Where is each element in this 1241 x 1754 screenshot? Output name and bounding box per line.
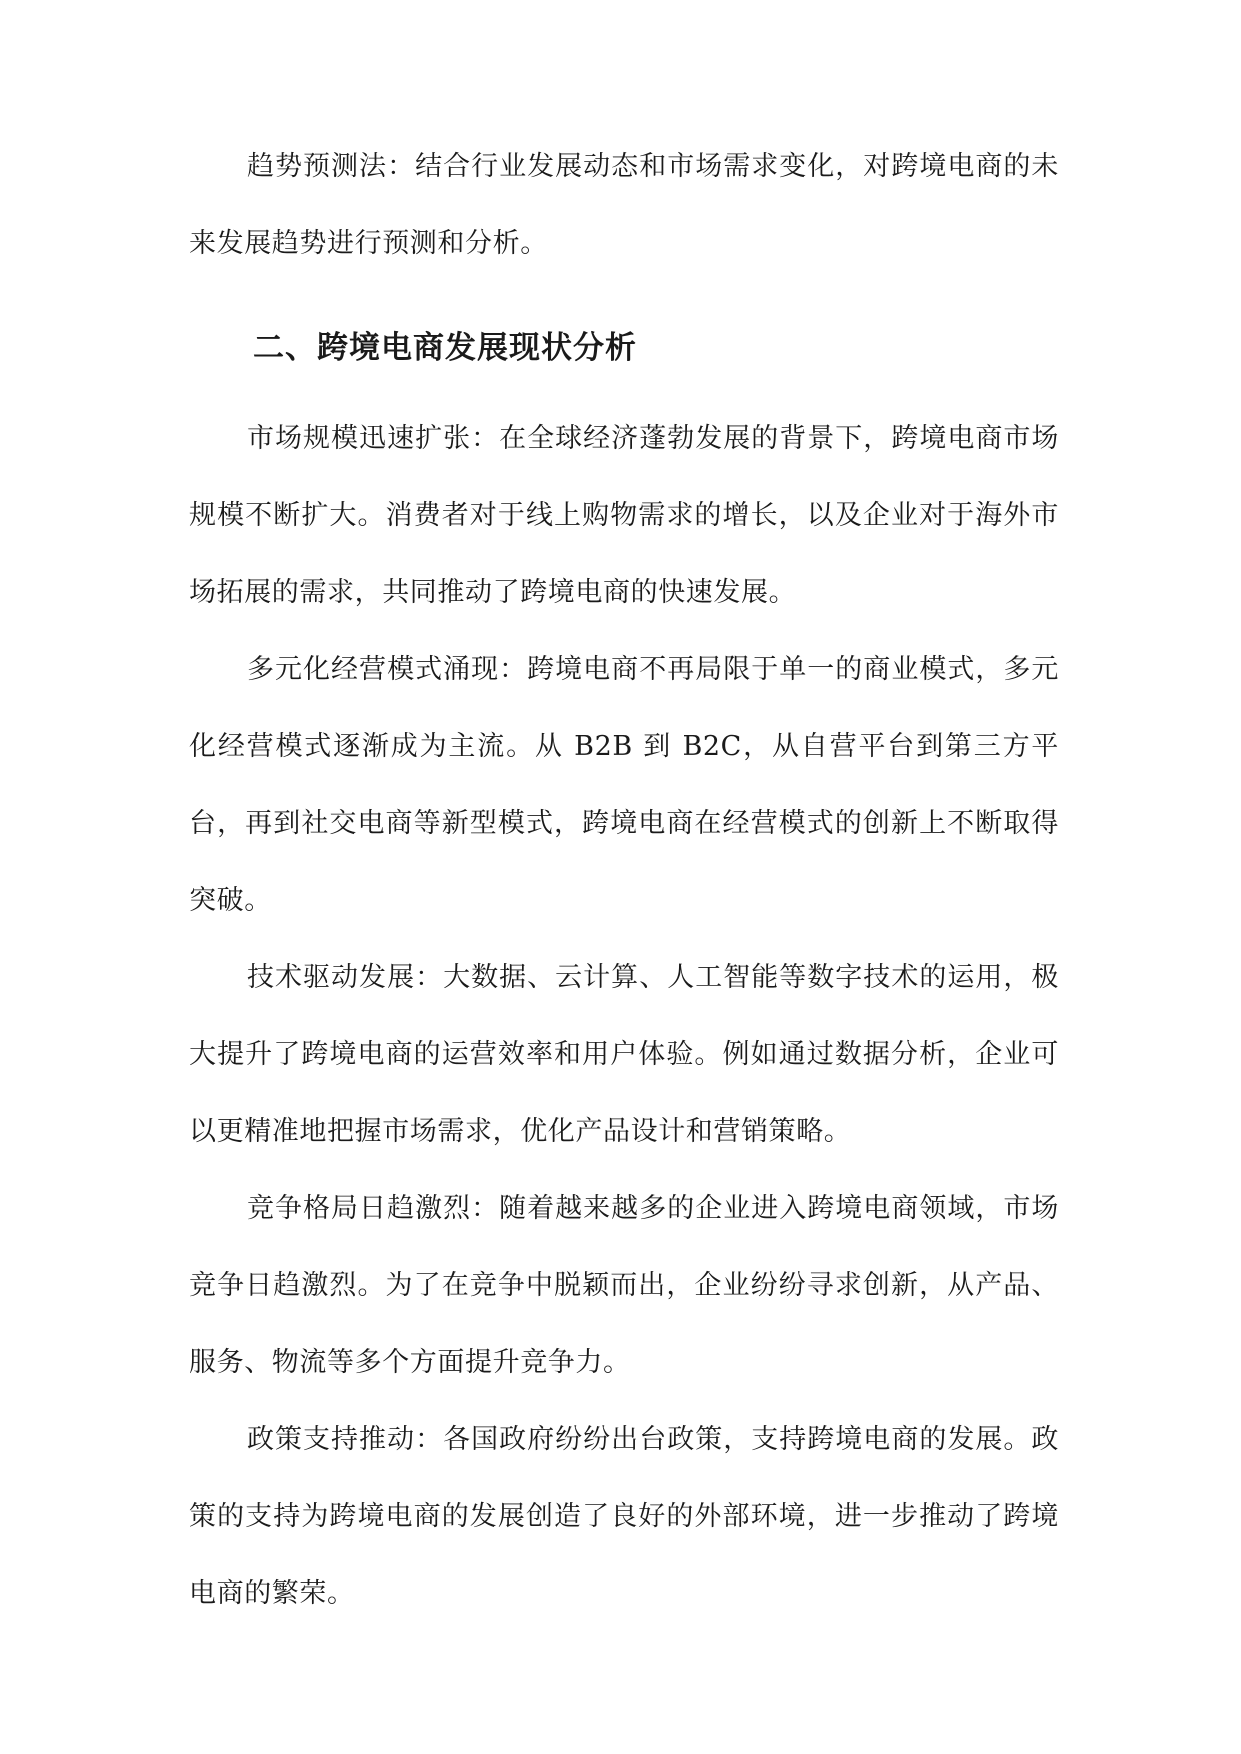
paragraph-market-scale: 市场规模迅速扩张：在全球经济蓬勃发展的背景下，跨境电商市场规模不断扩大。消费者对于线上购物需求的增长，以及企业对于海外市场拓展的需求，共同推动了跨境电商的快速发展。 (189, 423, 1059, 608)
paragraph-trend-forecast: 趋势预测法：结合行业发展动态和市场需求变化，对跨境电商的未来发展趋势进行预测和分析。 (189, 151, 1059, 259)
document-page (189, 128, 1059, 1632)
paragraph-competition: 竞争格局日趋激烈：随着越来越多的企业进入跨境电商领域，市场竞争日趋激烈。为了在竞争中脱颖而出，企业纷纷寻求创新，从产品、服务、物流等多个方面提升竞争力。 (189, 1193, 1059, 1378)
paragraph-policy: 政策支持推动：各国政府纷纷出台政策，支持跨境电商的发展。政策的支持为跨境电商的发展创造了良好的外部环境，进一步推动了跨境电商的繁荣。 (189, 1424, 1059, 1609)
section-heading: 二、跨境电商发展现状分析 (253, 330, 637, 366)
paragraph-technology: 技术驱动发展：大数据、云计算、人工智能等数字技术的运用，极大提升了跨境电商的运营效率和用户体验。例如通过数据分析，企业可以更精准地把握市场需求，优化产品设计和营销策略。 (189, 962, 1059, 1147)
paragraph-business-models: 多元化经营模式涌现：跨境电商不再局限于单一的商业模式，多元化经营模式逐渐成为主流。从 B2B 到 B2C，从自营平台到第三方平台，再到社交电商等新型模式，跨境电商在经营模式的创新上不断取得突破。 (189, 654, 1059, 916)
